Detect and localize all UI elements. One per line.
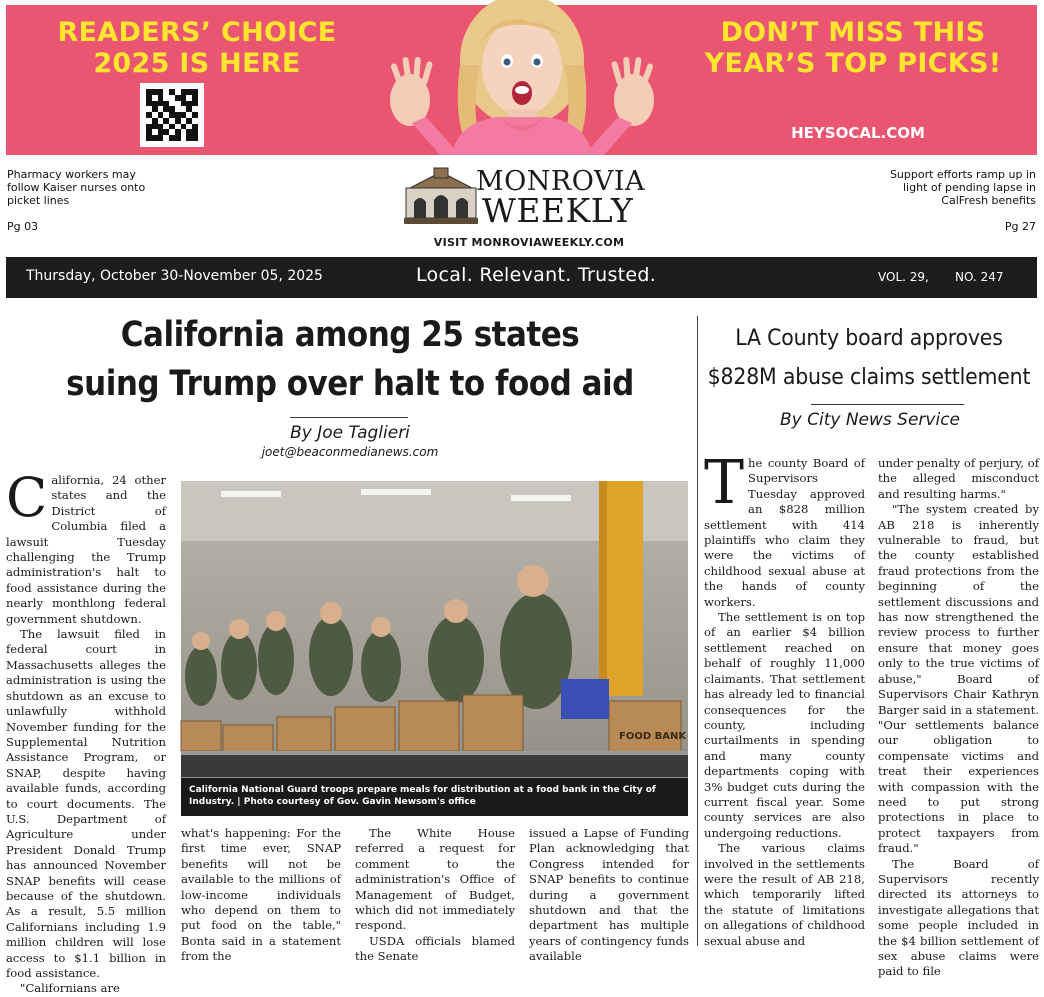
main-byline: By Joe Taglieri [290, 423, 410, 443]
main-author-email[interactable]: joet@beaconmedianews.com [261, 445, 439, 459]
volume-number: VOL. 29, [878, 270, 929, 284]
monrovia-weekly-logo[interactable] [404, 164, 646, 230]
teaser-left-link[interactable]: Pharmacy workers may follow Kaiser nurses onto picket lines [7, 168, 146, 207]
column-divider [697, 316, 698, 946]
teaser-right-link[interactable]: Support efforts ramp up in light of pending lapse in CalFresh benefits [889, 168, 1036, 207]
article-photo[interactable] [181, 481, 688, 816]
main-article-column-2: what's happening: For the first time ever, SNAP benefits will not be available to the millions of low-income individuals who depend on them to put food on the table," Bonta said in a statement from the [181, 826, 341, 964]
side-article-column-1: The county Board of Supervisors Tuesday approved an $828 million settlement with 414 plaintiffs who claim they were the victims of childhood sexual abuse at the hands of county workers. The settlement is on top of an earlier $4 billion settlement reached on behalf of roughly 11,000 claimants. That settlement has already led to financial consequences for the county, including curtailments in spending and many county departments coping with 3% budget cuts during the current fiscal year. Some county services are also undergoing reductions. The various claims involved in the settlements were the result of AB 218, which temporarily lifted the statute of limitations on allegations of childhood sexual abuse and [704, 448, 865, 948]
teaser-right-page: Pg 27 [1004, 220, 1036, 233]
side-byline: By City News Service [779, 410, 961, 430]
logo-line-monrovia: MONROVIA [476, 166, 646, 197]
box-label: FOOD BANK [619, 731, 687, 742]
building-icon [404, 166, 478, 226]
main-article-column-4: issued a Lapse of Funding Plan acknowledging that Congress intended for SNAP benefits to continue during a government shutdown and that the department has multiple years of contingency funds available [529, 826, 689, 964]
main-headline[interactable]: California among 25 states suing Trump over halt to food aid [66, 314, 634, 405]
main-article-column-1: California, 24 other states and the District of Columbia filed a lawsuit Tuesday challenging the Trump administration's halt to food assistance during the nearly monthlong federal government shutdown. The lawsuit filed in federal court in Massachusetts alleges the administration is using the shutdown as an excuse to unlawfully withhold November funding for the Supplemental Nutrition Assistance Program, or SNAP, despite having available funds, according to court documents. The U.S. Department of Agriculture under President Donald Trump has announced November SNAP benefits will cease because of the shutdown. As a result, 5.5 million Californians including 1.9 million children will lose access to $1.1 billion in food assistance. "Californians are [6, 466, 166, 996]
qr-code-icon[interactable] [140, 83, 204, 147]
teaser-left-page: Pg 03 [7, 220, 39, 233]
date-bar [6, 257, 1037, 298]
ad-left-headline: READERS’ CHOICE 2025 IS HERE [57, 17, 337, 79]
advertisement-banner[interactable] [6, 5, 1037, 155]
ad-woman-illustration [362, 5, 682, 155]
ad-right-headline: DON’T MISS THIS YEAR’S TOP PICKS! [704, 17, 1002, 79]
issue-date: Thursday, October 30-November 05, 2025 [26, 268, 323, 284]
side-headline[interactable]: LA County board approves $828M abuse claims settlement [707, 324, 1031, 390]
food-bank-photo-illustration [181, 481, 688, 816]
logo-line-weekly: WEEKLY [482, 191, 634, 230]
photo-caption: California National Guard troops prepare meals for distribution at a food bank in the City of Industry. | Photo courtesy of Gov. Gavin Newsom's office [181, 778, 688, 816]
drop-cap: C [6, 466, 48, 529]
issue-number: NO. 247 [955, 270, 1004, 284]
ad-url-link[interactable]: HEYSOCAL.COM [791, 124, 925, 142]
side-drop-cap: T [704, 448, 745, 518]
tagline: Local. Relevant. Trusted. [416, 264, 657, 286]
visit-website-link[interactable]: VISIT MONROVIAWEEKLY.COM [433, 236, 625, 249]
headline-rule [290, 417, 408, 418]
main-article-column-3: The White House referred a request for comment to the administration's Office of Management of Budget, which did not immediately respond. USDA officials blamed the Senate [355, 826, 515, 964]
side-headline-rule [811, 404, 964, 405]
side-article-column-2: under penalty of perjury, of the alleged misconduct and resulting harms." "The system created by AB 218 is inherently vulnerable to fraud, but the county established fraud protections from the beginning of the settlement discussions and has now strengthened the review process to further ensure that money goes only to the true victims of abuse," Board of Supervisors Chair Kathryn Barger said in a statement. "Our settlements balance our obligation to compensate victims and treat their experiences with compassion with the need to put strong protections in place to protect taxpayers from fraud." The Board of Supervisors recently directed its attorneys to investigate allegations that some people included in the $4 billion settlement of sex abuse claims were paid to file [878, 456, 1039, 979]
